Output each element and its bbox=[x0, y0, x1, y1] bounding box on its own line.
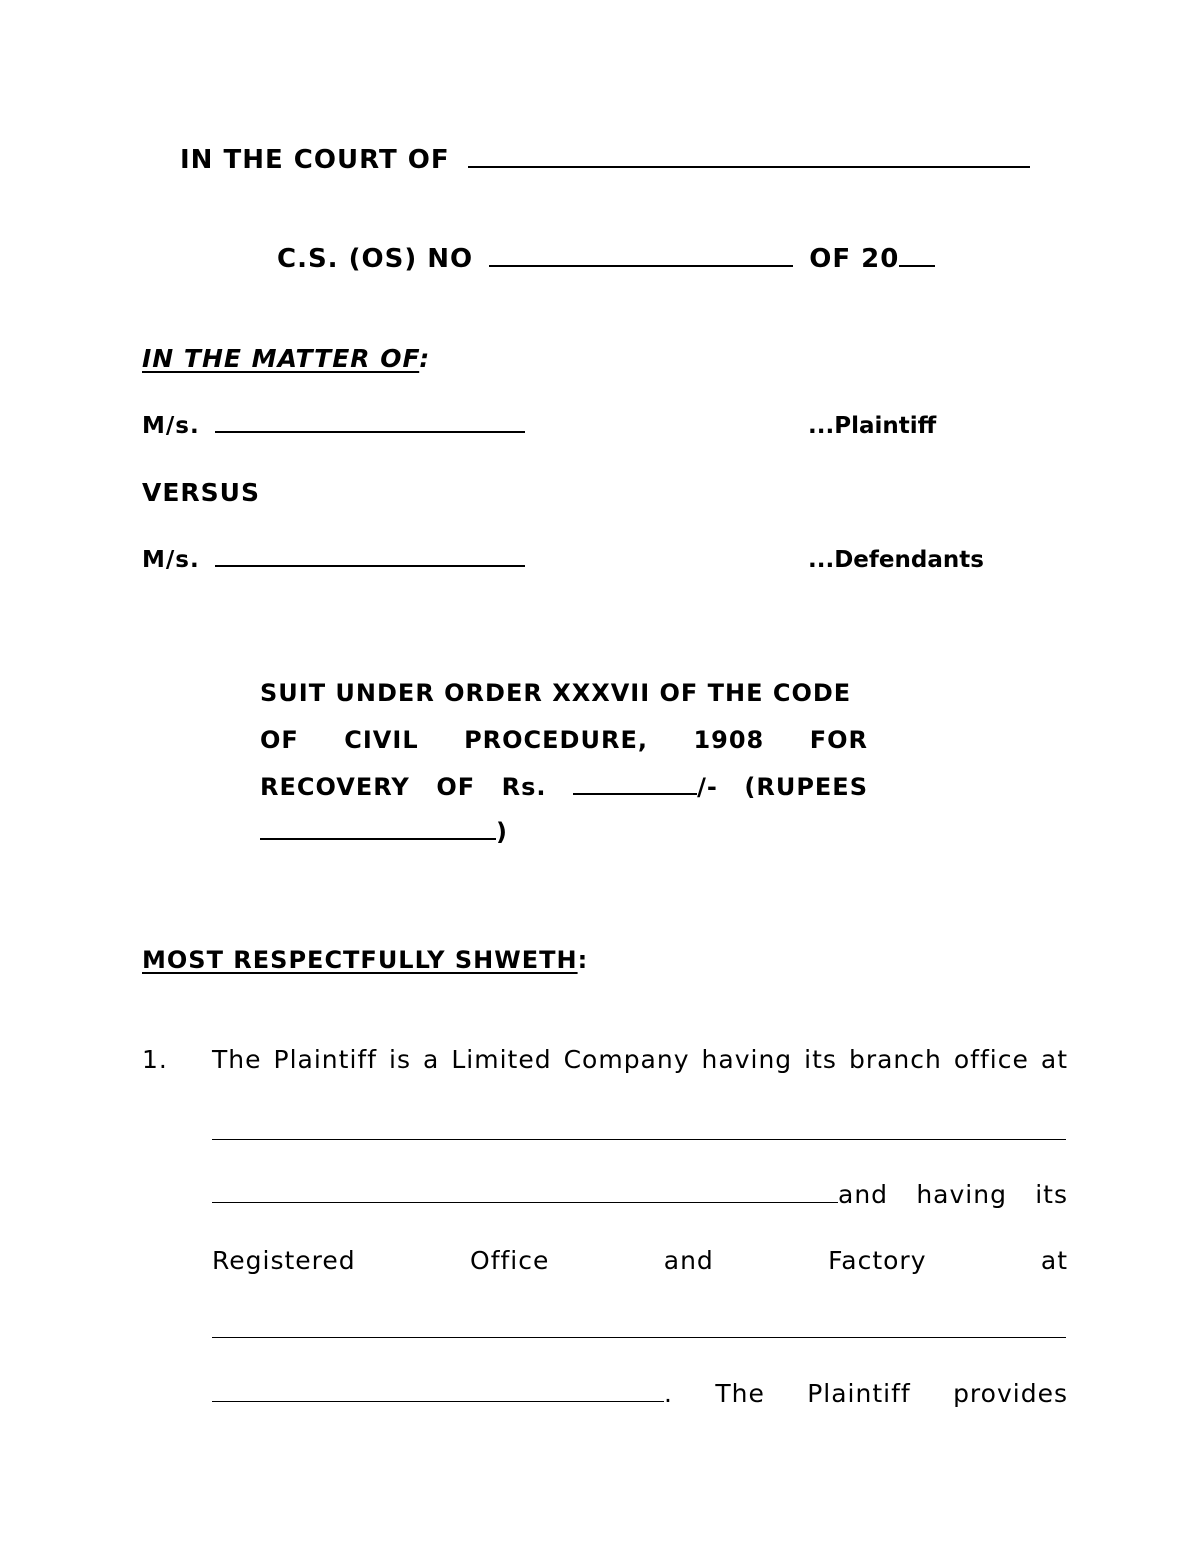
address-blank-3[interactable] bbox=[212, 1337, 1066, 1338]
amount-group bbox=[573, 773, 718, 801]
amount-suffix: /- bbox=[697, 773, 718, 801]
matter-heading-text: IN THE MATTER OF bbox=[142, 344, 420, 373]
plaintiff-line bbox=[142, 415, 525, 438]
court-prefix: IN THE COURT OF bbox=[180, 145, 450, 175]
address-blank-2[interactable] bbox=[212, 1201, 838, 1203]
suit-word: OF bbox=[260, 726, 299, 754]
para-word: provides bbox=[953, 1379, 1068, 1408]
suit-word: Rs. bbox=[501, 773, 547, 801]
defendant-name-blank[interactable] bbox=[215, 564, 525, 567]
versus-label: VERSUS bbox=[142, 478, 260, 507]
defendant-prefix: M/s. bbox=[142, 547, 200, 573]
branch-continued-group bbox=[212, 1180, 888, 1209]
suit-line-4 bbox=[260, 820, 507, 844]
shweth-colon: : bbox=[577, 946, 589, 974]
para1-line-4 bbox=[212, 1246, 1068, 1275]
suit-word: CIVIL bbox=[344, 726, 419, 754]
para1-line-1: The Plaintiff is a Limited Company having its branch office at bbox=[212, 1045, 1068, 1074]
plaintiff-prefix: M/s. bbox=[142, 413, 200, 439]
suit-line-3 bbox=[260, 773, 868, 801]
para-word: having bbox=[916, 1180, 1007, 1209]
shweth-heading-text: MOST RESPECTFULLY SHWETH bbox=[142, 946, 578, 974]
plaintiff-role: ...Plaintiff bbox=[808, 413, 937, 439]
matter-heading bbox=[142, 346, 430, 371]
address-blank-4[interactable] bbox=[212, 1400, 664, 1402]
suit-word: PROCEDURE, bbox=[464, 726, 648, 754]
court-name-blank[interactable] bbox=[468, 165, 1030, 168]
suit-line-2 bbox=[260, 726, 868, 754]
suit-line-1-text: SUIT UNDER ORDER XXXVII OF THE CODE bbox=[260, 679, 852, 707]
case-year-blank[interactable] bbox=[899, 264, 935, 267]
para-word: and bbox=[838, 1180, 889, 1209]
para1-line-3 bbox=[212, 1180, 1068, 1209]
para-word: at bbox=[1040, 1246, 1068, 1275]
address-blank-1[interactable] bbox=[212, 1139, 1066, 1140]
suit-word: RECOVERY bbox=[260, 773, 410, 801]
para-number: 1. bbox=[142, 1045, 168, 1074]
suit-word: OF bbox=[436, 773, 476, 801]
case-number-blank[interactable] bbox=[489, 264, 793, 267]
para-word: The bbox=[715, 1379, 765, 1408]
para-word: and bbox=[663, 1246, 714, 1275]
plaintiff-name-blank[interactable] bbox=[215, 430, 525, 433]
shweth-heading bbox=[142, 948, 588, 972]
defendant-line bbox=[142, 549, 525, 572]
suit-word: 1908 bbox=[693, 726, 765, 754]
para-word: its bbox=[1035, 1180, 1068, 1209]
para-word: Office bbox=[470, 1246, 550, 1275]
case-number-line bbox=[277, 246, 935, 272]
suit-line-1 bbox=[260, 679, 868, 707]
suit-word: FOR bbox=[809, 726, 868, 754]
amount-words-blank[interactable] bbox=[260, 837, 496, 840]
para-word: Registered bbox=[212, 1246, 356, 1275]
para-word: Factory bbox=[828, 1246, 927, 1275]
court-heading bbox=[180, 147, 1030, 173]
amount-figures-blank[interactable] bbox=[573, 792, 697, 795]
matter-heading-colon: : bbox=[419, 344, 431, 373]
registered-continued-group bbox=[212, 1379, 673, 1408]
case-prefix: C.S. (OS) NO bbox=[277, 244, 474, 274]
suit-word: (RUPEES bbox=[744, 773, 868, 801]
para-word: . bbox=[664, 1379, 673, 1408]
para1-line-6 bbox=[212, 1379, 1068, 1408]
case-of-year: OF 20 bbox=[809, 244, 900, 274]
defendant-role: ...Defendants bbox=[808, 547, 984, 573]
para-word: Plaintiff bbox=[807, 1379, 911, 1408]
suit-line-4-end: ) bbox=[496, 818, 507, 846]
